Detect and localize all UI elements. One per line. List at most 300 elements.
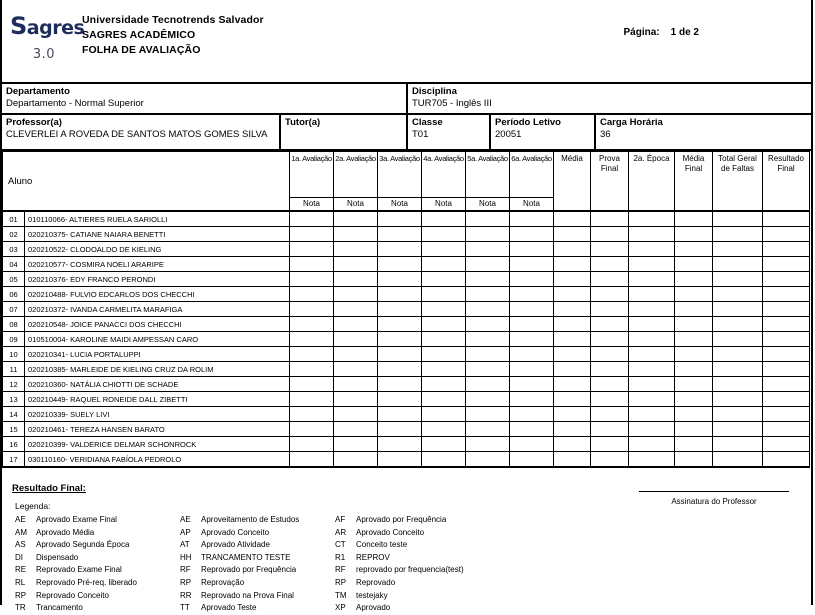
student-name-cell: 020210548- JOICE PANACCI DOS CHECCHI	[25, 317, 290, 332]
grade-entry-cell[interactable]	[510, 422, 554, 437]
grade-entry-cell[interactable]	[763, 257, 810, 272]
grade-entry-cell[interactable]	[591, 377, 629, 392]
grade-entry-cell[interactable]	[334, 347, 378, 362]
course-info-block	[2, 84, 811, 151]
grade-entry-cell[interactable]	[290, 332, 334, 347]
grade-entry-cell[interactable]	[763, 211, 810, 227]
grade-entry-cell[interactable]	[334, 227, 378, 242]
grade-entry-cell[interactable]	[554, 272, 591, 287]
grade-entry-cell[interactable]	[290, 257, 334, 272]
legend-item-code: AS	[15, 540, 26, 550]
grade-entry-cell[interactable]	[554, 302, 591, 317]
grade-entry-cell[interactable]	[554, 287, 591, 302]
grade-entry-cell[interactable]	[675, 437, 713, 452]
grade-entry-cell[interactable]	[378, 362, 422, 377]
legend-item	[332, 577, 532, 590]
grade-entry-cell[interactable]	[466, 377, 510, 392]
grade-entry-cell[interactable]	[591, 422, 629, 437]
legend-item	[332, 590, 532, 603]
grade-entry-cell[interactable]	[422, 437, 466, 452]
grade-entry-cell[interactable]	[713, 452, 763, 468]
legend-item-code: TM	[335, 590, 347, 600]
grade-entry-cell[interactable]	[422, 317, 466, 332]
grade-entry-cell[interactable]	[675, 377, 713, 392]
legend-item-code: AP	[180, 527, 191, 537]
legend-item-description: TRANCAMENTO TESTE	[201, 552, 291, 562]
grade-entry-cell[interactable]	[629, 392, 675, 407]
grade-entry-cell[interactable]	[290, 347, 334, 362]
grade-entry-cell[interactable]	[629, 332, 675, 347]
legend-item-code: TT	[180, 603, 190, 613]
periodo-letivo-value: 20051	[495, 129, 522, 140]
grade-entry-cell[interactable]	[629, 211, 675, 227]
legend-item-description: Aproveitamento de Estudos	[201, 515, 300, 524]
grade-entry-cell[interactable]	[763, 287, 810, 302]
student-name-cell: 020210376- EDY FRANCO PERONDI	[25, 272, 290, 287]
grade-entry-cell[interactable]	[629, 407, 675, 422]
header-avaliacao-4: 4a. Avaliação	[422, 152, 466, 198]
legend-item	[332, 602, 532, 615]
grade-entry-cell[interactable]	[629, 227, 675, 242]
grade-entry-cell[interactable]	[554, 422, 591, 437]
grade-entry-cell[interactable]	[713, 437, 763, 452]
grade-entry-cell[interactable]	[675, 347, 713, 362]
grade-entry-cell[interactable]	[510, 287, 554, 302]
logo-wordmark	[10, 12, 85, 40]
grade-entry-cell[interactable]	[713, 377, 763, 392]
subheader-nota-2: Nota	[334, 198, 378, 212]
grade-entry-cell[interactable]	[334, 257, 378, 272]
grade-entry-cell[interactable]	[629, 452, 675, 468]
grade-entry-cell[interactable]	[466, 287, 510, 302]
grade-entry-cell[interactable]	[510, 407, 554, 422]
grade-entry-cell[interactable]	[510, 437, 554, 452]
grade-entry-cell[interactable]	[675, 302, 713, 317]
legend-item-description: Reprovado	[356, 577, 396, 587]
grade-entry-cell[interactable]	[290, 437, 334, 452]
grade-entry-cell[interactable]	[554, 242, 591, 257]
grade-entry-cell[interactable]	[334, 272, 378, 287]
grade-entry-cell[interactable]	[763, 422, 810, 437]
grade-entry-cell[interactable]	[675, 362, 713, 377]
student-name-cell: 030110160- VERIDIANA FABÍOLA PEDROLO	[25, 452, 290, 468]
legend-column-3	[332, 514, 532, 615]
legend-item-description: Trancamento	[36, 603, 83, 613]
grade-entry-cell[interactable]	[591, 452, 629, 468]
grade-entry-cell[interactable]	[378, 452, 422, 468]
grade-entry-cell[interactable]	[334, 287, 378, 302]
grade-entry-cell[interactable]	[713, 227, 763, 242]
grade-entry-cell[interactable]	[290, 377, 334, 392]
legend-item	[332, 564, 532, 577]
grade-entry-cell[interactable]	[554, 392, 591, 407]
legend-item-description: Reprovado Exame Final	[36, 565, 122, 575]
legend-item-code: TR	[15, 603, 26, 613]
legend-item-description: testejaky	[356, 590, 388, 600]
grade-entry-cell[interactable]	[629, 437, 675, 452]
professor-label: Professor(a)	[6, 117, 62, 128]
header-avaliacao-5: 5a. Avaliação	[466, 152, 510, 198]
grade-entry-cell[interactable]	[713, 242, 763, 257]
grade-entry-cell[interactable]	[675, 317, 713, 332]
student-sequence-number: 01	[3, 211, 25, 227]
grade-entry-cell[interactable]	[629, 422, 675, 437]
table-row	[3, 302, 810, 317]
grade-entry-cell[interactable]	[510, 272, 554, 287]
grade-table-body	[3, 211, 810, 467]
grade-entry-cell[interactable]	[713, 347, 763, 362]
grade-entry-cell[interactable]	[290, 242, 334, 257]
student-sequence-number: 10	[3, 347, 25, 362]
legend-item-code: R1	[335, 552, 346, 562]
grade-entry-cell[interactable]	[290, 272, 334, 287]
table-row	[3, 272, 810, 287]
grade-entry-cell[interactable]	[378, 227, 422, 242]
table-row	[3, 332, 810, 347]
grade-entry-cell[interactable]	[466, 452, 510, 468]
legend-item-code: RF	[180, 565, 191, 575]
grade-entry-cell[interactable]	[378, 392, 422, 407]
legend-item-description: Reprovado na Prova Final	[201, 590, 294, 600]
header-media-final: Média Final	[675, 152, 713, 212]
legend-item-description: Aprovado Segunda Época	[36, 540, 130, 550]
legend-item-code: DI	[15, 552, 23, 562]
grade-entry-cell[interactable]	[675, 452, 713, 468]
grade-entry-cell[interactable]	[510, 242, 554, 257]
grade-entry-cell[interactable]	[422, 287, 466, 302]
grade-entry-cell[interactable]	[591, 392, 629, 407]
grade-entry-cell[interactable]	[290, 392, 334, 407]
grade-entry-cell[interactable]	[629, 317, 675, 332]
page-content	[2, 0, 811, 613]
legend-item-description: Aprovado Conceito	[356, 527, 425, 537]
legend-item-code: AT	[180, 540, 190, 550]
grade-entry-cell[interactable]	[554, 362, 591, 377]
grade-entry-cell[interactable]	[466, 272, 510, 287]
grade-entry-cell[interactable]	[675, 242, 713, 257]
logo-initial: S	[10, 12, 27, 40]
grade-entry-cell[interactable]	[422, 392, 466, 407]
grade-entry-cell[interactable]	[510, 211, 554, 227]
grade-entry-cell[interactable]	[378, 422, 422, 437]
grade-entry-cell[interactable]	[675, 422, 713, 437]
student-sequence-number: 12	[3, 377, 25, 392]
grade-entry-cell[interactable]	[629, 257, 675, 272]
student-name-cell: 020210341- LUCIA PORTALUPPI	[25, 347, 290, 362]
legend-item-code: RF	[335, 565, 346, 575]
legend-item	[177, 564, 332, 577]
tutor-cell	[279, 115, 406, 149]
signature-line	[639, 491, 789, 492]
header-avaliacao-2: 2a. Avaliação	[334, 152, 378, 198]
grade-entry-cell[interactable]	[713, 257, 763, 272]
grade-entry-cell[interactable]	[422, 272, 466, 287]
grade-entry-cell[interactable]	[510, 302, 554, 317]
grade-entry-cell[interactable]	[378, 242, 422, 257]
student-name-cell: 020210360- NATÁLIA CHIOTTI DE SCHADE	[25, 377, 290, 392]
grade-entry-cell[interactable]	[591, 362, 629, 377]
grade-entry-cell[interactable]	[290, 317, 334, 332]
grade-entry-cell[interactable]	[378, 257, 422, 272]
grade-entry-cell[interactable]	[713, 422, 763, 437]
grade-entry-cell[interactable]	[763, 377, 810, 392]
legend-item	[332, 514, 532, 527]
grade-entry-cell[interactable]	[591, 287, 629, 302]
grade-entry-cell[interactable]	[675, 392, 713, 407]
grade-entry-cell[interactable]	[763, 437, 810, 452]
grade-entry-cell[interactable]	[378, 347, 422, 362]
grade-entry-cell[interactable]	[763, 317, 810, 332]
grade-entry-cell[interactable]	[554, 377, 591, 392]
grade-entry-cell[interactable]	[629, 362, 675, 377]
grade-entry-cell[interactable]	[422, 227, 466, 242]
classe-value: T01	[412, 129, 429, 140]
grade-entry-cell[interactable]	[334, 332, 378, 347]
student-name-cell: 020210372- IVANDA CARMELITA MARAFIGA	[25, 302, 290, 317]
classe-label: Classe	[412, 117, 443, 128]
grade-entry-cell[interactable]	[466, 302, 510, 317]
grade-entry-cell[interactable]	[713, 407, 763, 422]
grade-entry-cell[interactable]	[629, 302, 675, 317]
legend-item-description: Aprovado Conceito	[201, 527, 270, 537]
grade-entry-cell[interactable]	[290, 302, 334, 317]
grade-entry-cell[interactable]	[422, 407, 466, 422]
grade-entry-cell[interactable]	[510, 452, 554, 468]
grade-entry-cell[interactable]	[591, 227, 629, 242]
grade-entry-cell[interactable]	[378, 211, 422, 227]
grade-entry-cell[interactable]	[591, 302, 629, 317]
grade-entry-cell[interactable]	[378, 317, 422, 332]
grade-entry-cell[interactable]	[629, 377, 675, 392]
grade-entry-cell[interactable]	[290, 407, 334, 422]
grade-entry-cell[interactable]	[629, 242, 675, 257]
grade-entry-cell[interactable]	[466, 362, 510, 377]
grade-entry-cell[interactable]	[554, 407, 591, 422]
page-value: 1 de 2	[670, 27, 699, 38]
table-row	[3, 257, 810, 272]
grade-entry-cell[interactable]	[334, 377, 378, 392]
grade-entry-cell[interactable]	[466, 227, 510, 242]
legend-item	[12, 602, 177, 615]
grade-entry-cell[interactable]	[554, 347, 591, 362]
grade-entry-cell[interactable]	[675, 272, 713, 287]
grade-entry-cell[interactable]	[510, 362, 554, 377]
grade-entry-cell[interactable]	[675, 407, 713, 422]
grade-entry-cell[interactable]	[713, 272, 763, 287]
student-name-cell: 020210339- SUELY LIVI	[25, 407, 290, 422]
grade-entry-cell[interactable]	[422, 377, 466, 392]
info-row-department-discipline	[2, 84, 811, 115]
student-name-cell: 020210488- FULVIO EDCARLOS DOS CHECCHI	[25, 287, 290, 302]
grade-entry-cell[interactable]	[713, 317, 763, 332]
student-sequence-number: 15	[3, 422, 25, 437]
grade-entry-cell[interactable]	[554, 257, 591, 272]
grade-entry-cell[interactable]	[763, 362, 810, 377]
tutor-label: Tutor(a)	[285, 117, 321, 128]
grade-entry-cell[interactable]	[713, 362, 763, 377]
grade-entry-cell[interactable]	[554, 452, 591, 468]
grade-entry-cell[interactable]	[713, 332, 763, 347]
grade-table-head	[3, 152, 810, 212]
grade-entry-cell[interactable]	[763, 242, 810, 257]
grade-entry-cell[interactable]	[591, 242, 629, 257]
grade-entry-cell[interactable]	[290, 227, 334, 242]
grade-entry-cell[interactable]	[334, 302, 378, 317]
header-aluno: Aluno	[3, 152, 290, 212]
legend-item-description: Conceito teste	[356, 540, 408, 550]
student-name-cell: 010110066- ALTIERES RUELA SARIOLLI	[25, 211, 290, 227]
grade-entry-cell[interactable]	[422, 211, 466, 227]
grade-entry-cell[interactable]	[466, 392, 510, 407]
grade-entry-cell[interactable]	[378, 332, 422, 347]
grade-entry-cell[interactable]	[713, 302, 763, 317]
grade-entry-cell[interactable]	[554, 317, 591, 332]
grade-entry-cell[interactable]	[466, 422, 510, 437]
grade-entry-cell[interactable]	[591, 272, 629, 287]
grade-entry-cell[interactable]	[763, 272, 810, 287]
professor-cell	[2, 115, 279, 149]
legend-item-code: XP	[335, 603, 346, 613]
grade-entry-cell[interactable]	[334, 452, 378, 468]
grade-entry-cell[interactable]	[675, 287, 713, 302]
grade-entry-cell[interactable]	[763, 347, 810, 362]
legend-column-1	[12, 514, 177, 615]
legend-item-code: AE	[180, 515, 191, 524]
grade-entry-cell[interactable]	[629, 347, 675, 362]
grade-entry-cell[interactable]	[554, 437, 591, 452]
grade-entry-cell[interactable]	[675, 211, 713, 227]
carga-horaria-label: Carga Horária	[600, 117, 663, 128]
legend-item-description: Reprovado por Frequência	[201, 565, 297, 575]
grade-entry-cell[interactable]	[466, 317, 510, 332]
grade-entry-cell[interactable]	[378, 302, 422, 317]
grade-entry-cell[interactable]	[763, 332, 810, 347]
grade-entry-cell[interactable]	[554, 332, 591, 347]
disciplina-value: TUR705 - Inglês III	[412, 98, 492, 109]
grade-entry-cell[interactable]	[290, 452, 334, 468]
grade-entry-cell[interactable]	[466, 407, 510, 422]
grade-entry-cell[interactable]	[334, 422, 378, 437]
grade-entry-cell[interactable]	[554, 211, 591, 227]
grade-entry-cell[interactable]	[334, 407, 378, 422]
grade-entry-cell[interactable]	[629, 272, 675, 287]
grade-entry-cell[interactable]	[591, 211, 629, 227]
grade-entry-cell[interactable]	[763, 452, 810, 468]
subheader-nota-5: Nota	[466, 198, 510, 212]
legend-item-description: REPROV	[356, 552, 390, 562]
legend-item	[12, 564, 177, 577]
grade-entry-cell[interactable]	[422, 452, 466, 468]
grade-entry-cell[interactable]	[510, 332, 554, 347]
grade-header-row	[3, 152, 810, 198]
subheader-nota-4: Nota	[422, 198, 466, 212]
grade-entry-cell[interactable]	[290, 362, 334, 377]
grade-entry-cell[interactable]	[591, 317, 629, 332]
grade-entry-cell[interactable]	[713, 392, 763, 407]
grade-entry-cell[interactable]	[763, 407, 810, 422]
grade-entry-cell[interactable]	[510, 392, 554, 407]
grade-entry-cell[interactable]	[466, 347, 510, 362]
grade-entry-cell[interactable]	[466, 242, 510, 257]
table-row	[3, 242, 810, 257]
legend-item	[177, 590, 332, 603]
grade-entry-cell[interactable]	[591, 332, 629, 347]
grade-entry-cell[interactable]	[554, 227, 591, 242]
grade-entry-cell[interactable]	[591, 257, 629, 272]
grade-entry-cell[interactable]	[713, 287, 763, 302]
legend-item	[177, 552, 332, 565]
grade-entry-cell[interactable]	[466, 211, 510, 227]
grade-entry-cell[interactable]	[510, 257, 554, 272]
grade-entry-cell[interactable]	[378, 407, 422, 422]
grade-entry-cell[interactable]	[378, 272, 422, 287]
disciplina-label: Disciplina	[412, 86, 457, 97]
grade-entry-cell[interactable]	[334, 242, 378, 257]
student-name-cell: 010510004- KAROLINE MAIDI AMPESSAN CARO	[25, 332, 290, 347]
legend-item-code: RL	[15, 577, 26, 587]
table-row	[3, 437, 810, 452]
grade-entry-cell[interactable]	[510, 227, 554, 242]
grade-entry-cell[interactable]	[763, 227, 810, 242]
student-sequence-number: 11	[3, 362, 25, 377]
grade-entry-cell[interactable]	[378, 377, 422, 392]
grade-entry-cell[interactable]	[591, 437, 629, 452]
grade-entry-cell[interactable]	[763, 392, 810, 407]
grade-entry-cell[interactable]	[763, 302, 810, 317]
grade-entry-cell[interactable]	[591, 407, 629, 422]
grade-entry-cell[interactable]	[422, 242, 466, 257]
resultado-final-heading: Resultado Final:	[12, 483, 86, 494]
legend-item-code: AR	[335, 527, 347, 537]
grade-entry-cell[interactable]	[378, 437, 422, 452]
grade-entry-cell[interactable]	[466, 257, 510, 272]
grade-entry-cell[interactable]	[466, 437, 510, 452]
grade-entry-cell[interactable]	[466, 332, 510, 347]
legend-item-code: AF	[335, 515, 346, 524]
grade-entry-cell[interactable]	[675, 332, 713, 347]
grade-entry-cell[interactable]	[422, 422, 466, 437]
grade-entry-cell[interactable]	[422, 302, 466, 317]
grade-entry-cell[interactable]	[713, 211, 763, 227]
grade-entry-cell[interactable]	[334, 392, 378, 407]
grade-entry-cell[interactable]	[290, 211, 334, 227]
grade-entry-cell[interactable]	[422, 347, 466, 362]
student-sequence-number: 07	[3, 302, 25, 317]
grade-entry-cell[interactable]	[334, 317, 378, 332]
grade-entry-cell[interactable]	[510, 317, 554, 332]
grade-entry-cell[interactable]	[510, 347, 554, 362]
student-name-cell: 020210385- MARLEIDE DE KIELING CRUZ DA ROLIM	[25, 362, 290, 377]
grade-entry-cell[interactable]	[378, 287, 422, 302]
grade-entry-cell[interactable]	[334, 437, 378, 452]
departamento-cell	[2, 84, 406, 113]
grade-entry-cell[interactable]	[290, 287, 334, 302]
grade-entry-cell[interactable]	[334, 211, 378, 227]
grade-entry-cell[interactable]	[422, 332, 466, 347]
system-name: SAGRES ACADÊMICO	[82, 29, 196, 41]
grade-entry-cell[interactable]	[510, 377, 554, 392]
grade-entry-cell[interactable]	[334, 362, 378, 377]
grade-entry-cell[interactable]	[422, 362, 466, 377]
grade-entry-cell[interactable]	[290, 422, 334, 437]
grade-entry-cell[interactable]	[422, 257, 466, 272]
grade-entry-cell[interactable]	[591, 347, 629, 362]
grade-entry-cell[interactable]	[629, 287, 675, 302]
periodo-letivo-label: Período Letivo	[495, 117, 561, 128]
grade-entry-cell[interactable]	[675, 257, 713, 272]
grade-entry-cell[interactable]	[675, 227, 713, 242]
legend-item	[12, 577, 177, 590]
